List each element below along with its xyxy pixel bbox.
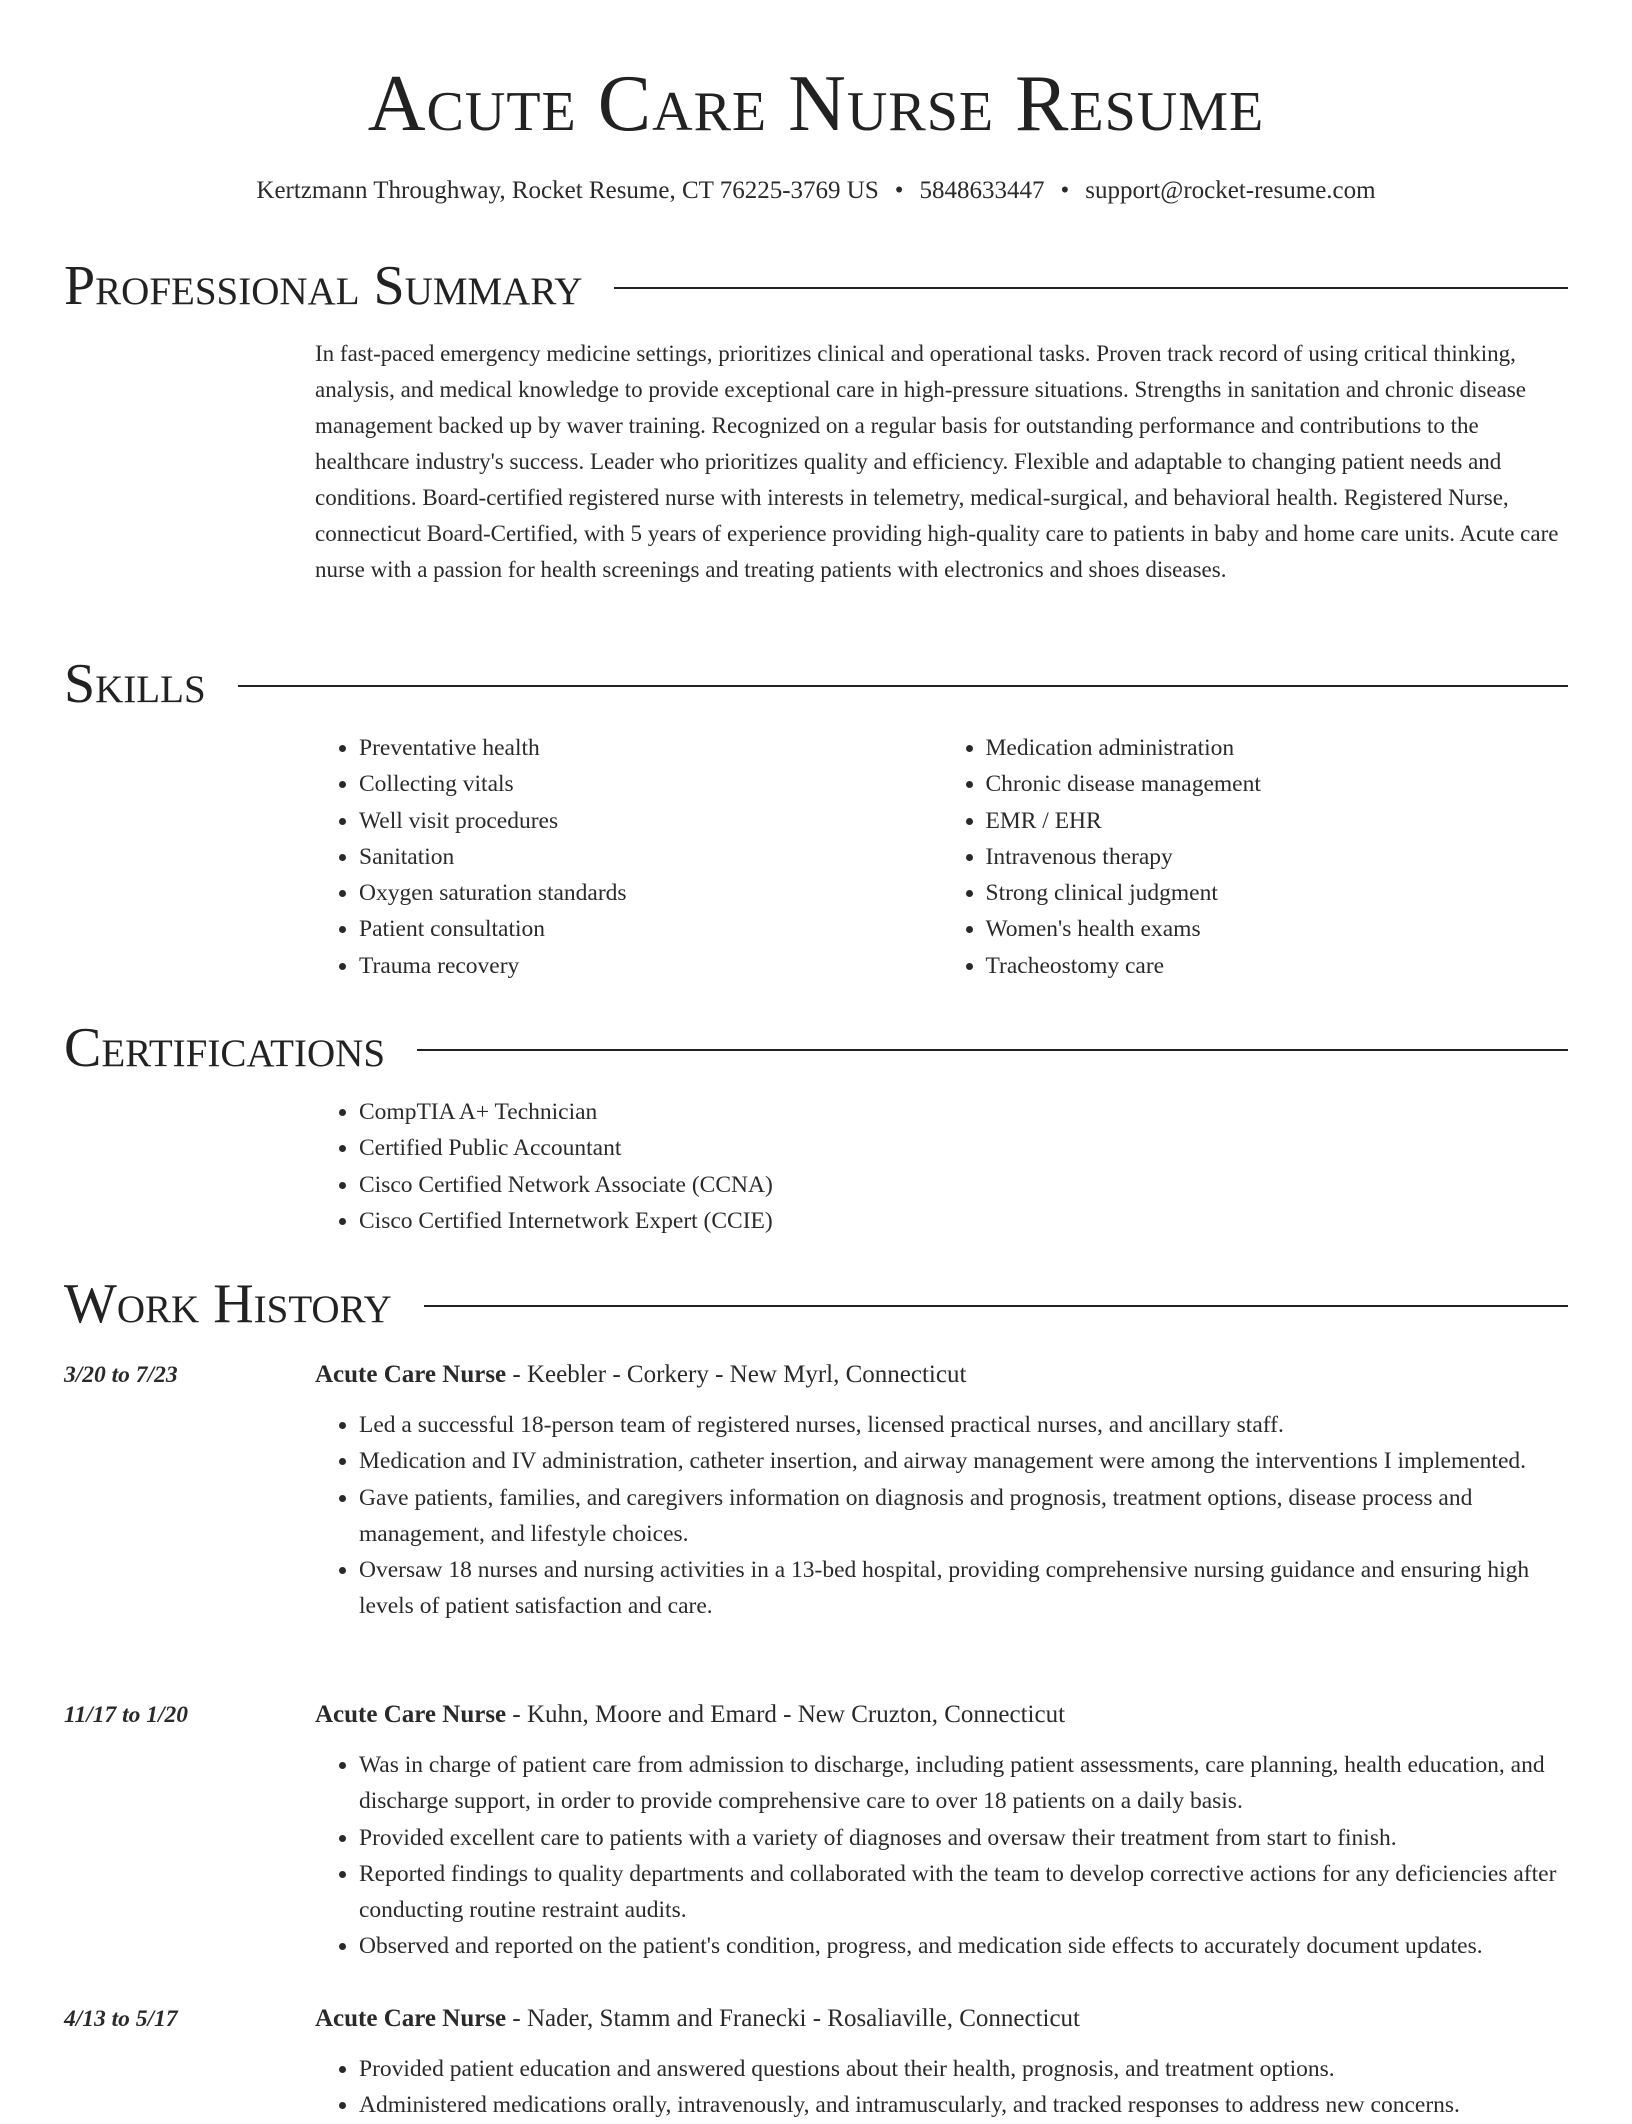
skill-item: • EMR / EHR <box>986 803 1569 839</box>
job-duties <box>315 1747 1568 1965</box>
job-duty-item: • Reported findings to quality departments and collaborated with the team to develop corrective actions for any deficiencies after conducting routine restraint audits. <box>359 1856 1568 1929</box>
summary-text: In fast-paced emergency medicine settings, prioritizes clinical and operational tasks. Proven track record of using critical thinking, analysis, and medical knowledge to provide exceptional care in high-pressure situations. Strengths in sanitation and chronic disease management backed up by waver training. Recognized on a regular basis for outstanding performance and contributions to the healthcare industry's success. Leader who prioritizes quality and efficiency. Flexible and adaptable to changing patient needs and conditions. Board-certified registered nurse with interests in telemetry, medical-surgical, and behavioral health. Registered Nurse, connecticut Board-Certified, with 5 years of experience providing high-quality care to patients in baby and home care units. Acute care nurse with a passion for health screenings and treating patients with electronics and shoes diseases. <box>315 341 1559 582</box>
job-employer: - Keebler - Corkery - New Myrl, Connecticut <box>506 1361 967 1388</box>
contact-separator: • <box>1060 177 1070 204</box>
work-history-heading: Work History <box>64 1273 392 1335</box>
skill-item: • Chronic disease management <box>986 766 1569 802</box>
job-entry <box>64 1697 1568 1965</box>
certifications-heading: Certifications <box>64 1017 386 1079</box>
skills-list-right <box>942 730 1569 984</box>
contact-separator: • <box>894 177 904 204</box>
job-dates: 11/17 to 1/20 <box>64 1701 189 1728</box>
section-divider <box>424 1305 1568 1307</box>
skill-item: • Trauma recovery <box>359 948 942 984</box>
job-title: Acute Care Nurse <box>315 1361 507 1388</box>
job-entry <box>64 1357 1568 1625</box>
skill-item: • Collecting vitals <box>359 766 942 802</box>
summary-heading: Professional Summary <box>64 255 583 317</box>
job-title: Acute Care Nurse <box>315 2005 507 2032</box>
job-duty-item: • Medication and IV administration, catheter insertion, and airway management were among the interventions I implemented. <box>359 1443 1568 1479</box>
job-heading <box>315 1701 1065 1729</box>
skills-section <box>64 652 1568 984</box>
job-duty-item: • Provided excellent care to patients with a variety of diagnoses and oversaw their treatment from start to finish. <box>359 1820 1568 1856</box>
skill-item: • Patient consultation <box>359 911 942 947</box>
skill-item: • Intravenous therapy <box>986 839 1569 875</box>
skill-item: • Tracheostomy care <box>986 948 1569 984</box>
certification-item: • CompTIA A+ Technician <box>359 1094 1568 1130</box>
skill-item: • Sanitation <box>359 839 942 875</box>
job-duties <box>315 2051 1568 2124</box>
section-divider <box>417 1049 1568 1051</box>
job-duty-item: • Oversaw 18 nurses and nursing activities in a 13-bed hospital, providing comprehensive nursing guidance and ensuring high levels of patient satisfaction and care. <box>359 1552 1568 1625</box>
resume-title: Acute Care Nurse Resume <box>367 60 1265 148</box>
job-employer: - Nader, Stamm and Franecki - Rosaliaville, Connecticut <box>506 2005 1080 2032</box>
skills-header <box>64 652 1568 716</box>
skill-item: • Medication administration <box>986 730 1569 766</box>
certification-item: • Cisco Certified Internetwork Expert (CCIE) <box>359 1203 1568 1239</box>
certifications-header <box>64 1016 1568 1080</box>
job-duty-item: • Observed and reported on the patient's condition, progress, and medication side effects to accurately document updates. <box>359 1928 1568 1964</box>
job-title: Acute Care Nurse <box>315 1701 507 1728</box>
certification-item: • Cisco Certified Network Associate (CCNA) <box>359 1167 1568 1203</box>
section-divider <box>614 287 1568 289</box>
skill-item: • Oxygen saturation standards <box>359 875 942 911</box>
job-duty-item: • Gave patients, families, and caregivers information on diagnosis and prognosis, treatment options, disease process and management, and lifestyle choices. <box>359 1480 1568 1553</box>
job-header-row <box>64 1697 1568 1733</box>
certifications-body <box>315 1094 1568 1239</box>
certifications-section <box>64 1016 1568 1239</box>
job-header-row <box>64 2001 1568 2037</box>
contact-phone: 5848633447 <box>919 177 1045 204</box>
work-history-header <box>64 1272 1568 1336</box>
certification-item: • Certified Public Accountant <box>359 1130 1568 1166</box>
section-divider <box>238 685 1568 687</box>
skills-heading: Skills <box>64 653 206 715</box>
job-duty-item: • Provided patient education and answered questions about their health, prognosis, and treatment options. <box>359 2051 1568 2087</box>
certifications-list <box>315 1094 1568 1239</box>
job-duties <box>315 1407 1568 1625</box>
work-history-section <box>64 1272 1568 1336</box>
summary-section <box>64 254 1568 588</box>
contact-line <box>0 174 1632 208</box>
summary-header <box>64 254 1568 318</box>
contact-address: Kertzmann Throughway, Rocket Resume, CT 76225-3769 US <box>256 177 879 204</box>
job-heading <box>315 2005 1080 2033</box>
job-heading <box>315 1361 966 1389</box>
job-dates: 4/13 to 5/17 <box>64 2005 178 2032</box>
skill-item: • Strong clinical judgment <box>986 875 1569 911</box>
skill-item: • Women's health exams <box>986 911 1569 947</box>
job-employer: - Kuhn, Moore and Emard - New Cruzton, Connecticut <box>506 1701 1066 1728</box>
job-header-row <box>64 1357 1568 1393</box>
skills-list-left <box>315 730 942 984</box>
skills-grid <box>315 730 1568 984</box>
job-dates: 3/20 to 7/23 <box>64 1361 178 1388</box>
skill-item: • Well visit procedures <box>359 803 942 839</box>
job-entry <box>64 2001 1568 2124</box>
job-duty-item: • Led a successful 18-person team of registered nurses, licensed practical nurses, and ancillary staff. <box>359 1407 1568 1443</box>
job-duty-item: • Administered medications orally, intravenously, and intramuscularly, and tracked responses to address new concerns. <box>359 2087 1568 2123</box>
job-duty-item: • Was in charge of patient care from admission to discharge, including patient assessments, care planning, health education, and discharge support, in order to provide comprehensive care to over 18 patients on a daily basis. <box>359 1747 1568 1820</box>
contact-email: support@rocket-resume.com <box>1085 177 1376 204</box>
skill-item: • Preventative health <box>359 730 942 766</box>
